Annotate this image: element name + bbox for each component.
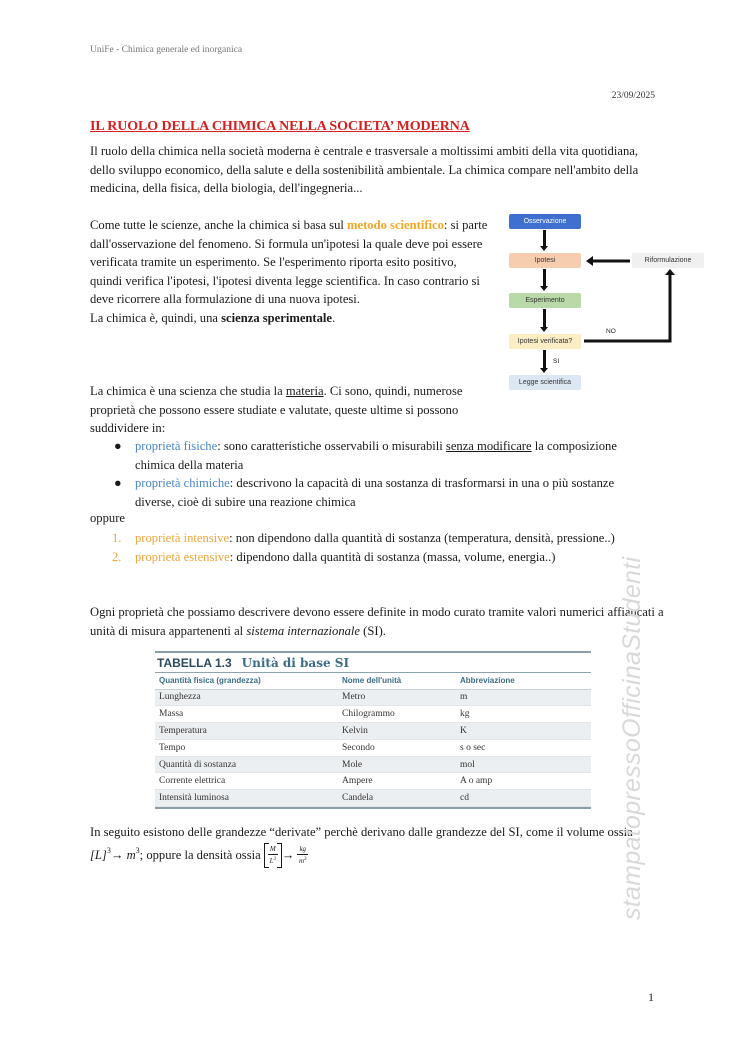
table-row [155, 689, 591, 706]
method-body: : si parte dall'osservazione del fenomeno. Si formula un'ipotesi la quale deve poi essere verificata tramite un esperimento. Se l'esperimento riporta esito positivo, quindi verifica l'ipotesi, l'ipotesi diventa legge scientifica. In caso contrario si deve ricorrere alla formulazione di una nuova ipotesi. [90, 218, 488, 306]
list-term: proprietà intensive [135, 531, 230, 545]
method-conclusion-lead: La chimica è, quindi, una [90, 310, 222, 325]
math-density-bracket [264, 845, 282, 866]
matter-lead: La chimica è una scienza che studia la [90, 384, 286, 398]
table-row [155, 773, 591, 790]
table-row [155, 756, 591, 773]
math-volume-unit: m [126, 847, 136, 862]
list-term: proprietà estensive [135, 549, 230, 564]
scientific-method-flowchart [500, 208, 725, 398]
derived-text-2: ; oppure la densità ossia [139, 847, 264, 862]
si-paragraph [90, 603, 665, 640]
table-cell: m [456, 689, 591, 706]
method-conclusion-bold: scienza sperimentale [221, 310, 333, 325]
table-cell: Quantità di sostanza [155, 756, 338, 773]
table-title: Unità di base SI [241, 656, 350, 670]
math-exponent: 3 [304, 857, 307, 863]
table-cell: mol [456, 756, 591, 773]
properties-bullet-list [90, 437, 650, 511]
math-numerator: kg [299, 845, 307, 854]
list-text: : dipendono dalla quantità di sostanza (massa, volume, energia..) [229, 549, 556, 564]
math-exponent: 3 [106, 845, 111, 855]
scientific-method-paragraph [90, 216, 490, 327]
table-cell: Corrente elettrica [155, 773, 338, 790]
running-header: UniFe - Chimica generale ed inorganica [90, 45, 243, 55]
flow-law: Legge scientifica [509, 375, 581, 390]
table-cell: Intensità luminosa [155, 790, 338, 807]
si-units-table [155, 651, 591, 809]
math-density-fraction [268, 845, 278, 866]
math-den-base: m [298, 857, 305, 866]
flow-hypothesis: Ipotesi [509, 253, 581, 268]
document-date: 23/09/2025 [611, 91, 655, 101]
matter-underlined: materia [285, 384, 324, 398]
flow-no-label: NO [606, 328, 616, 335]
method-lead: Come tutte le scienze, anche la chimica si basa sul [90, 218, 348, 232]
table-cell: Metro [338, 689, 456, 706]
bullet-term: proprietà fisiche [135, 439, 218, 453]
math-exponent: 3 [273, 857, 276, 863]
table-row [155, 723, 591, 740]
table-cell: A o amp [456, 773, 591, 790]
list-number: 2. [112, 549, 122, 564]
list-item [90, 548, 650, 567]
table-cell: Candela [338, 790, 456, 807]
table-header-row [155, 673, 591, 689]
derived-quantities-paragraph [90, 823, 665, 866]
math-numerator: M [269, 845, 276, 854]
table-body [155, 673, 591, 807]
list-text: : non dipendono dalla quantità di sostanza (temperatura, densità, pressione..) [229, 531, 615, 545]
table-cell: Ampere [338, 773, 456, 790]
list-number: 1. [112, 531, 122, 545]
table-bottom-rule [155, 807, 591, 809]
bullet-text: : descrivono la capacità di una sostanza di trasformarsi in una o più sostanze diverse, cioè di subire una reazione chimica [135, 476, 615, 509]
table-cell: cd [456, 790, 591, 807]
math-denominator [270, 855, 276, 866]
si-italic: sistema internazionale [246, 623, 361, 638]
math-unit-fraction [297, 845, 308, 866]
table-row [155, 790, 591, 807]
table-row [155, 739, 591, 756]
flow-reformulation: Riformulazione [632, 253, 704, 268]
list-item [90, 474, 650, 511]
flow-experiment: Esperimento [509, 293, 581, 308]
method-conclusion-end: . [332, 310, 336, 325]
math-volume-base: [L] [90, 847, 107, 862]
column-header: Nome dell'unità [338, 673, 456, 689]
flow-observation: Osservazione [509, 214, 581, 229]
arrow-right-icon: → [281, 847, 295, 862]
table-cell: Secondo [338, 739, 456, 756]
page-title: IL RUOLO DELLA CHIMICA NELLA SOCIETA’ MODERNA [90, 119, 470, 134]
bullet-icon: ● [114, 476, 122, 490]
matter-body: . Ci sono, quindi, numerose proprietà che possono essere studiate e valutate, queste ultime si possono suddividere in: [90, 384, 463, 435]
table-cell: Massa [155, 706, 338, 723]
page-number: 1 [648, 990, 654, 1004]
table-cell: Chilogrammo [338, 706, 456, 723]
math-exponent: 3 [135, 845, 140, 855]
table-cell: Tempo [155, 739, 338, 756]
flow-yes-label: SI [553, 358, 560, 365]
oppure-label: oppure [90, 511, 125, 525]
matter-paragraph [90, 382, 490, 438]
table-row [155, 706, 591, 723]
watermark: stampatopressoOfficinaStudenti [618, 556, 646, 920]
table-cell: Mole [338, 756, 456, 773]
column-header: Quantità fisica (grandezza) [155, 673, 338, 689]
math-denominator [299, 855, 307, 866]
flow-verified: Ipotesi verificata? [509, 334, 581, 349]
bullet-underlined: senza modificare [445, 439, 532, 453]
math-den-base: L [269, 857, 274, 866]
arrow-right-icon: → [110, 847, 124, 862]
table-label: TABELLA 1.3 [157, 656, 232, 670]
si-lead: Ogni proprietà che possiamo descrivere devono essere definite in modo curato tramite valori numerici affiancati a unità di misura appartenenti al [90, 605, 664, 638]
table-cell: s o sec [456, 739, 591, 756]
feedback-arrow-icon [500, 208, 725, 398]
table-cell: Lunghezza [155, 689, 338, 706]
table-cell: Kelvin [338, 723, 456, 740]
bullet-icon: ● [114, 439, 122, 453]
properties-numbered-list [90, 529, 650, 566]
table-cell: kg [456, 706, 591, 723]
list-item [90, 529, 650, 548]
derived-text: In seguito esistono delle grandezze “derivate” perchè derivano dalle grandezze del SI, come il volume ossia [90, 825, 633, 839]
bullet-text: : sono caratteristiche osservabili o misurabili [217, 439, 446, 453]
method-highlight: metodo scientifico [347, 218, 444, 232]
bullet-text-after: la composizione chimica della materia [135, 439, 617, 472]
list-item [90, 437, 650, 474]
intro-paragraph: Il ruolo della chimica nella società moderna è centrale e trasversale a moltissimi ambiti della vita quotidiana, dello sviluppo economico, della salute e della sostenibilità ambientale. La chimica compare nell'ambito della medicina, della fisica, della biologia, dell'ingegneria... [90, 144, 639, 195]
table-cell: Temperatura [155, 723, 338, 740]
column-header: Abbreviazione [456, 673, 591, 689]
si-end: (SI). [360, 623, 386, 638]
table-caption [155, 653, 591, 673]
bullet-term: proprietà chimiche [135, 476, 230, 490]
table-cell: K [456, 723, 591, 740]
